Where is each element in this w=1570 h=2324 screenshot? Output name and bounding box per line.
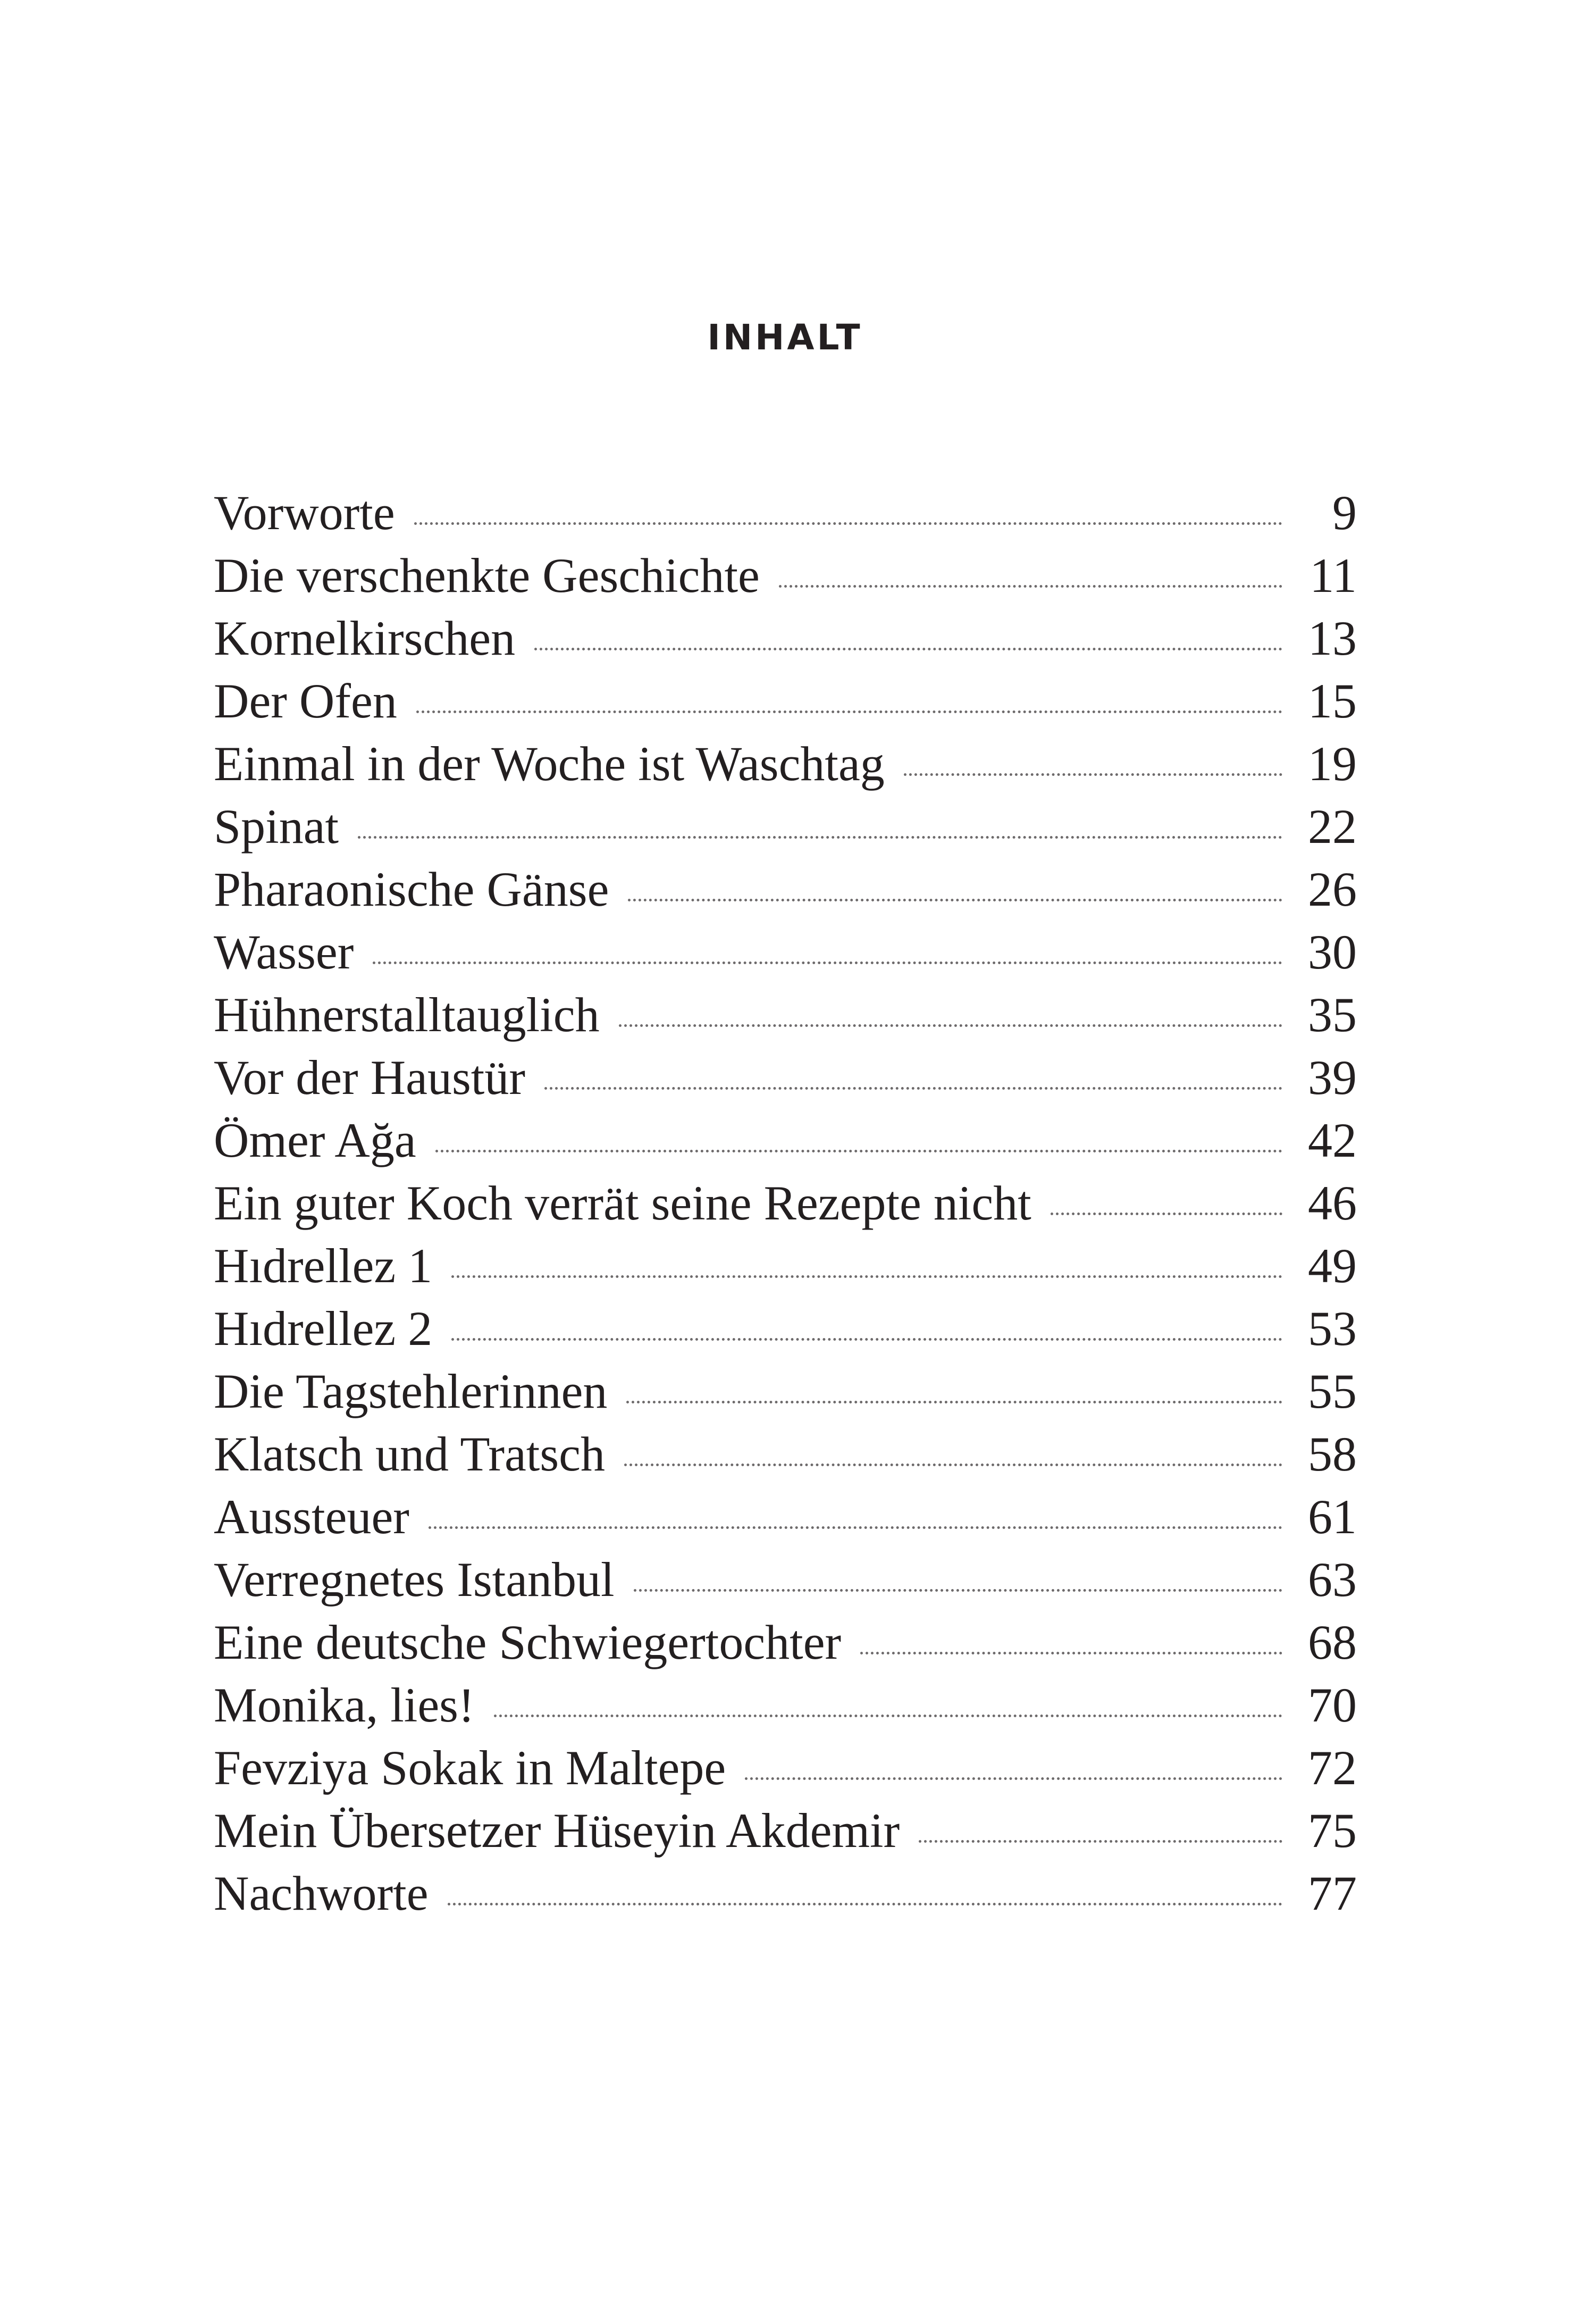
toc-entry[interactable] xyxy=(214,1611,1357,1674)
toc-entry[interactable] xyxy=(214,1485,1357,1548)
dot-leader xyxy=(414,522,1282,525)
toc-entry-title: Klatsch und Tratsch xyxy=(214,1427,605,1481)
dot-leader xyxy=(358,836,1282,839)
toc-entry-title: Kornelkirschen xyxy=(214,611,516,665)
dot-leader xyxy=(429,1526,1282,1529)
toc-entry-title: Mein Übersetzer Hüseyin Akdemir xyxy=(214,1803,900,1858)
toc-entry[interactable] xyxy=(214,858,1357,921)
toc-heading: INHALT xyxy=(707,317,863,358)
toc-entry-page-number: 22 xyxy=(1308,799,1357,854)
dot-leader xyxy=(534,648,1282,650)
toc-entry-page-number: 15 xyxy=(1308,674,1357,728)
toc-entry[interactable] xyxy=(214,544,1357,607)
toc-entry-page-number: 39 xyxy=(1308,1050,1357,1105)
dot-leader xyxy=(626,1401,1282,1403)
toc-entry[interactable] xyxy=(214,795,1357,858)
dot-leader xyxy=(904,773,1282,776)
dot-leader xyxy=(919,1840,1282,1843)
toc-entry[interactable] xyxy=(214,1109,1357,1172)
toc-entry-title: Hıdrellez 2 xyxy=(214,1301,433,1356)
toc-entry[interactable] xyxy=(214,1862,1357,1925)
toc-entry-page-number: 46 xyxy=(1308,1176,1357,1230)
toc-entry-title: Der Ofen xyxy=(214,674,397,728)
toc-entry-page-number: 13 xyxy=(1308,611,1357,665)
toc-entry-title: Nachworte xyxy=(214,1866,429,1920)
toc-entry-page-number: 72 xyxy=(1308,1741,1357,1795)
dot-leader xyxy=(451,1275,1282,1278)
toc-entry[interactable] xyxy=(214,1799,1357,1862)
toc-entry-page-number: 77 xyxy=(1308,1866,1357,1920)
dot-leader xyxy=(451,1338,1282,1341)
toc-entry[interactable] xyxy=(214,1548,1357,1611)
toc-entry[interactable] xyxy=(214,670,1357,732)
toc-entry[interactable] xyxy=(214,921,1357,983)
toc-entry-page-number: 55 xyxy=(1308,1364,1357,1418)
dot-leader xyxy=(416,710,1282,713)
dot-leader xyxy=(544,1087,1282,1090)
dot-leader xyxy=(494,1715,1282,1717)
toc-entry[interactable] xyxy=(214,1234,1357,1297)
dot-leader xyxy=(745,1777,1282,1780)
dot-leader xyxy=(779,585,1282,588)
toc-entry-title: Ömer Ağa xyxy=(214,1113,416,1167)
table-of-contents xyxy=(214,481,1357,1925)
dot-leader xyxy=(448,1903,1282,1905)
toc-entry[interactable] xyxy=(214,481,1357,544)
toc-entry-page-number: 63 xyxy=(1308,1552,1357,1607)
dot-leader xyxy=(435,1150,1282,1152)
toc-entry-title: Fevziya Sokak in Maltepe xyxy=(214,1741,726,1795)
toc-entry-title: Einmal in der Woche ist Waschtag xyxy=(214,737,885,791)
toc-entry[interactable] xyxy=(214,1674,1357,1736)
toc-entry-page-number: 26 xyxy=(1308,862,1357,916)
toc-entry-title: Die Tagstehlerinnen xyxy=(214,1364,608,1418)
toc-entry-title: Wasser xyxy=(214,925,354,979)
dot-leader xyxy=(624,1464,1282,1466)
toc-entry-title: Verregnetes Istanbul xyxy=(214,1552,615,1607)
toc-entry-page-number: 9 xyxy=(1332,486,1357,540)
toc-entry[interactable] xyxy=(214,1046,1357,1109)
toc-entry-page-number: 42 xyxy=(1308,1113,1357,1167)
toc-entry-page-number: 61 xyxy=(1308,1490,1357,1544)
toc-entry[interactable] xyxy=(214,1736,1357,1799)
toc-entry[interactable] xyxy=(214,1360,1357,1423)
toc-entry-title: Monika, lies! xyxy=(214,1678,475,1732)
toc-entry-page-number: 49 xyxy=(1308,1239,1357,1293)
toc-entry-title: Vor der Haustür xyxy=(214,1050,525,1105)
toc-entry[interactable] xyxy=(214,1297,1357,1360)
toc-entry-title: Spinat xyxy=(214,799,339,854)
toc-entry-title: Hıdrellez 1 xyxy=(214,1239,433,1293)
toc-entry-title: Hühnerstalltauglich xyxy=(214,988,600,1042)
toc-entry-page-number: 30 xyxy=(1308,925,1357,979)
toc-entry[interactable] xyxy=(214,983,1357,1046)
toc-entry-title: Ein guter Koch verrät seine Rezepte nicht xyxy=(214,1176,1031,1230)
toc-entry-page-number: 70 xyxy=(1308,1678,1357,1732)
toc-entry-page-number: 35 xyxy=(1308,988,1357,1042)
toc-entry-page-number: 11 xyxy=(1309,548,1357,603)
dot-leader xyxy=(860,1652,1282,1654)
toc-entry-title: Vorworte xyxy=(214,486,395,540)
dot-leader xyxy=(1051,1213,1282,1215)
toc-entry-page-number: 68 xyxy=(1308,1615,1357,1669)
toc-entry[interactable] xyxy=(214,732,1357,795)
toc-entry-title: Aussteuer xyxy=(214,1490,409,1544)
toc-entry-page-number: 19 xyxy=(1308,737,1357,791)
toc-entry[interactable] xyxy=(214,1172,1357,1234)
toc-entry-page-number: 53 xyxy=(1308,1301,1357,1356)
toc-entry[interactable] xyxy=(214,607,1357,670)
toc-entry-page-number: 58 xyxy=(1308,1427,1357,1481)
toc-entry-page-number: 75 xyxy=(1308,1803,1357,1858)
dot-leader xyxy=(373,962,1282,964)
toc-entry[interactable] xyxy=(214,1423,1357,1485)
dot-leader xyxy=(619,1024,1282,1027)
toc-entry-title: Die verschenkte Geschichte xyxy=(214,548,760,603)
dot-leader xyxy=(628,899,1282,901)
toc-entry-title: Eine deutsche Schwiegertochter xyxy=(214,1615,842,1669)
toc-entry-title: Pharaonische Gänse xyxy=(214,862,609,916)
dot-leader xyxy=(634,1589,1282,1592)
